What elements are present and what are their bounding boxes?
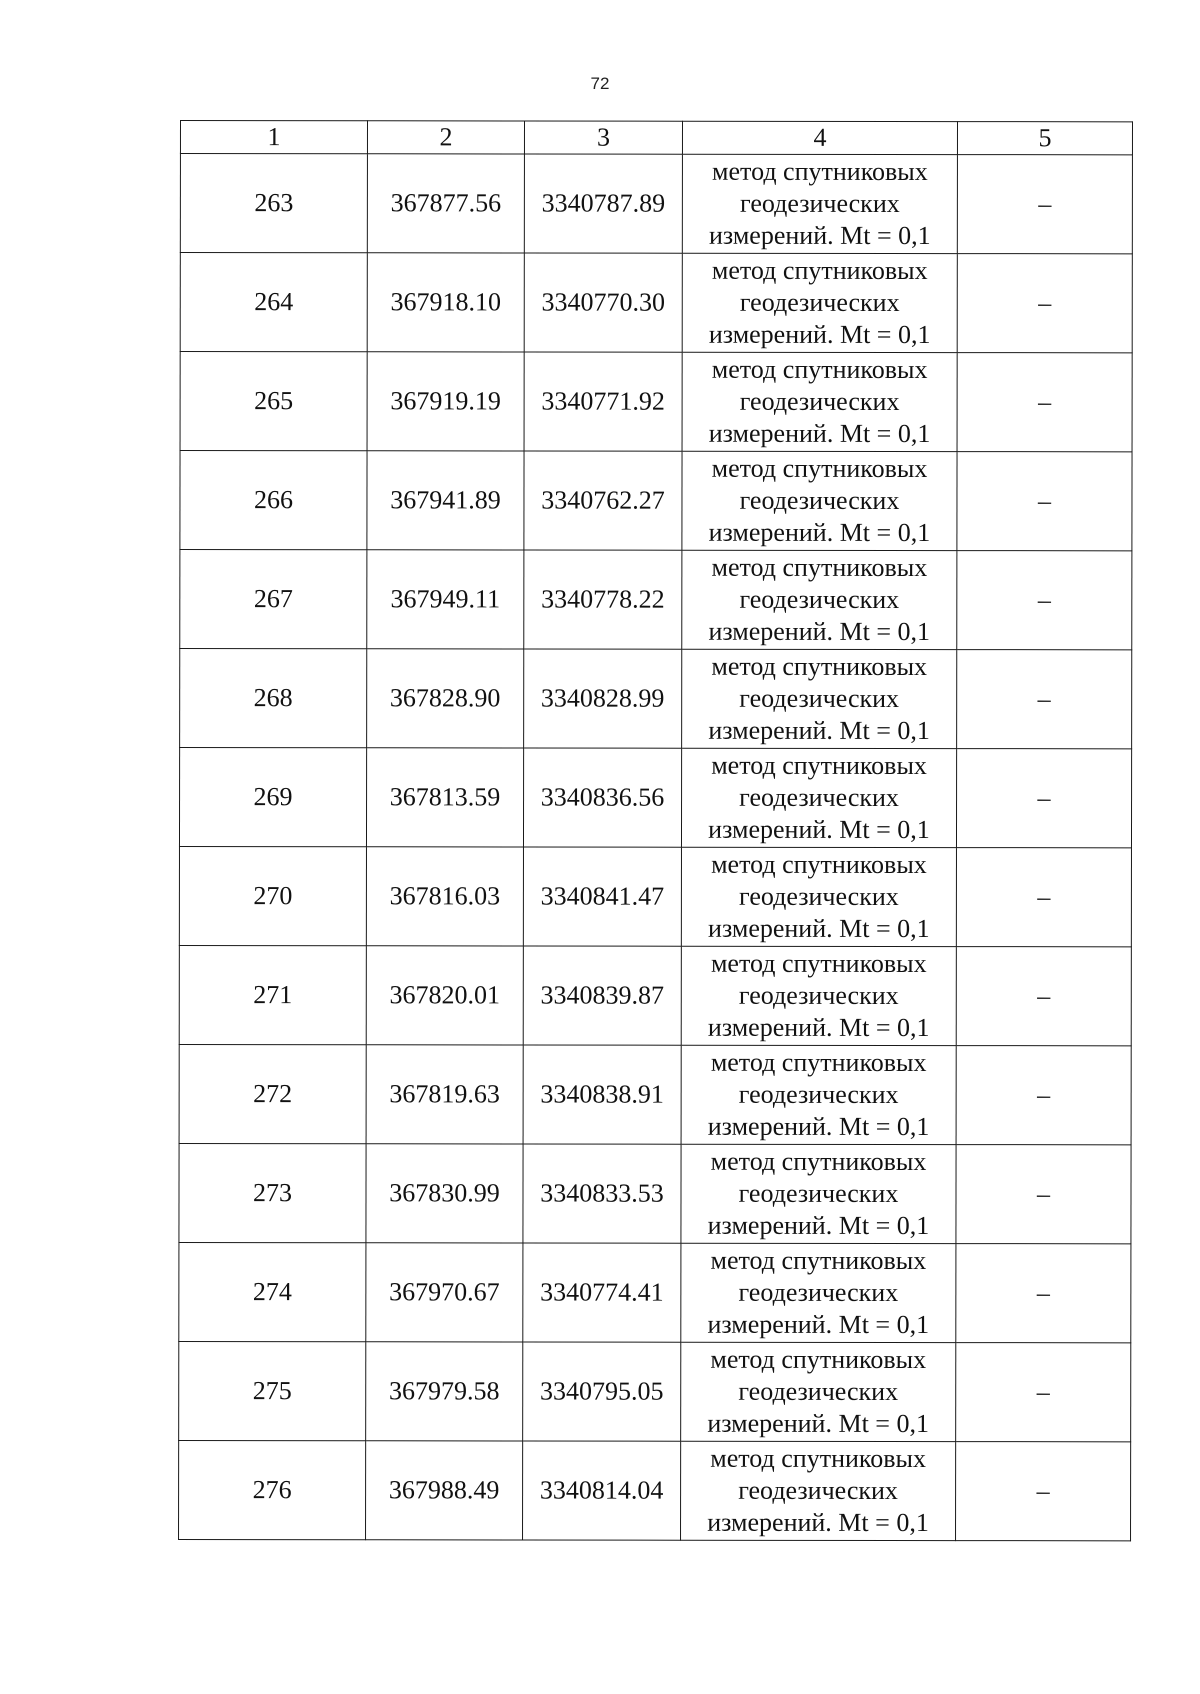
point-number-cell: 263 <box>180 154 367 253</box>
table-row <box>179 945 1131 1045</box>
point-number-cell: 271 <box>179 945 366 1044</box>
x-coordinate-cell: 367919.19 <box>367 352 524 451</box>
x-coordinate-cell: 367941.89 <box>367 451 524 550</box>
method-cell: метод спутниковых геодезических измерений. Mt = 0,1 <box>682 451 957 550</box>
table-row <box>179 1242 1131 1342</box>
note-cell: – <box>957 452 1132 551</box>
table-row <box>180 451 1132 551</box>
point-number-cell: 270 <box>179 847 366 946</box>
table-row <box>179 847 1131 947</box>
y-coordinate-cell: 3340828.99 <box>524 649 682 748</box>
point-number-cell: 276 <box>179 1440 366 1539</box>
header-col-4: 4 <box>682 121 957 154</box>
header-col-5: 5 <box>957 122 1132 155</box>
point-number-cell: 273 <box>179 1143 366 1242</box>
note-cell: – <box>956 848 1131 947</box>
y-coordinate-cell: 3340774.41 <box>523 1243 681 1342</box>
x-coordinate-cell: 367830.99 <box>366 1144 523 1243</box>
header-row <box>180 121 1132 155</box>
table-row <box>179 1143 1131 1243</box>
y-coordinate-cell: 3340838.91 <box>523 1045 681 1144</box>
y-coordinate-cell: 3340762.27 <box>524 451 682 550</box>
x-coordinate-cell: 367949.11 <box>367 550 524 649</box>
x-coordinate-cell: 367828.90 <box>367 649 524 748</box>
table-row <box>180 352 1132 452</box>
note-cell: – <box>957 254 1132 353</box>
method-cell: метод спутниковых геодезических измерений. Mt = 0,1 <box>681 748 956 847</box>
method-cell: метод спутниковых геодезических измерений. Mt = 0,1 <box>681 946 956 1045</box>
y-coordinate-cell: 3340839.87 <box>523 946 681 1045</box>
page-number: 72 <box>590 74 610 93</box>
method-cell: метод спутниковых геодезических измерений. Mt = 0,1 <box>682 352 957 451</box>
note-cell: – <box>956 1244 1131 1343</box>
note-cell: – <box>957 155 1132 254</box>
y-coordinate-cell: 3340814.04 <box>523 1441 681 1540</box>
x-coordinate-cell: 367820.01 <box>366 946 523 1045</box>
point-number-cell: 274 <box>179 1242 366 1341</box>
y-coordinate-cell: 3340833.53 <box>523 1144 681 1243</box>
table-row <box>179 1341 1131 1441</box>
y-coordinate-cell: 3340841.47 <box>523 847 681 946</box>
method-cell: метод спутниковых геодезических измерений. Mt = 0,1 <box>681 847 956 946</box>
x-coordinate-cell: 367816.03 <box>366 847 523 946</box>
note-cell: – <box>956 1046 1131 1145</box>
point-number-cell: 269 <box>179 748 366 847</box>
x-coordinate-cell: 367877.56 <box>367 154 524 253</box>
y-coordinate-cell: 3340795.05 <box>523 1342 681 1441</box>
x-coordinate-cell: 367970.67 <box>366 1243 523 1342</box>
x-coordinate-cell: 367918.10 <box>367 253 524 352</box>
note-cell: – <box>957 353 1132 452</box>
point-number-cell: 266 <box>180 451 367 550</box>
note-cell: – <box>956 947 1131 1046</box>
y-coordinate-cell: 3340778.22 <box>524 550 682 649</box>
x-coordinate-cell: 367988.49 <box>366 1441 523 1540</box>
table-row <box>179 748 1131 848</box>
point-number-cell: 264 <box>180 253 367 352</box>
method-cell: метод спутниковых геодезических измерений. Mt = 0,1 <box>682 550 957 649</box>
method-cell: метод спутниковых геодезических измерений. Mt = 0,1 <box>681 1045 956 1144</box>
note-cell: – <box>956 749 1131 848</box>
y-coordinate-cell: 3340836.56 <box>523 748 681 847</box>
x-coordinate-cell: 367979.58 <box>366 1342 523 1441</box>
method-cell: метод спутниковых геодезических измерений. Mt = 0,1 <box>682 649 957 748</box>
table-row <box>180 550 1132 650</box>
table-header <box>180 121 1132 155</box>
header-col-2: 2 <box>367 121 524 154</box>
method-cell: метод спутниковых геодезических измерений. Mt = 0,1 <box>681 1144 956 1243</box>
method-cell: метод спутниковых геодезических измерений. Mt = 0,1 <box>682 154 957 253</box>
note-cell: – <box>956 1343 1131 1442</box>
note-cell: – <box>957 551 1132 650</box>
table-row <box>180 649 1132 749</box>
table-row <box>179 1044 1131 1144</box>
y-coordinate-cell: 3340787.89 <box>524 154 682 253</box>
table-row <box>180 154 1132 254</box>
x-coordinate-cell: 367819.63 <box>366 1045 523 1144</box>
note-cell: – <box>956 1442 1131 1541</box>
method-cell: метод спутниковых геодезических измерений. Mt = 0,1 <box>681 1243 956 1342</box>
method-cell: метод спутниковых геодезических измерений. Mt = 0,1 <box>681 1342 956 1441</box>
table-row <box>180 253 1132 353</box>
point-number-cell: 267 <box>180 550 367 649</box>
point-number-cell: 272 <box>179 1044 366 1143</box>
note-cell: – <box>956 1145 1131 1244</box>
header-col-3: 3 <box>524 121 682 154</box>
x-coordinate-cell: 367813.59 <box>366 748 523 847</box>
note-cell: – <box>957 650 1132 749</box>
point-number-cell: 268 <box>180 649 367 748</box>
coordinates-table <box>178 120 1133 1541</box>
point-number-cell: 265 <box>180 352 367 451</box>
y-coordinate-cell: 3340771.92 <box>524 352 682 451</box>
method-cell: метод спутниковых геодезических измерений. Mt = 0,1 <box>682 253 957 352</box>
header-col-1: 1 <box>180 121 367 154</box>
y-coordinate-cell: 3340770.30 <box>524 253 682 352</box>
method-cell: метод спутниковых геодезических измерений. Mt = 0,1 <box>681 1441 956 1540</box>
point-number-cell: 275 <box>179 1341 366 1440</box>
table-row <box>179 1440 1131 1540</box>
table-body <box>179 154 1133 1541</box>
